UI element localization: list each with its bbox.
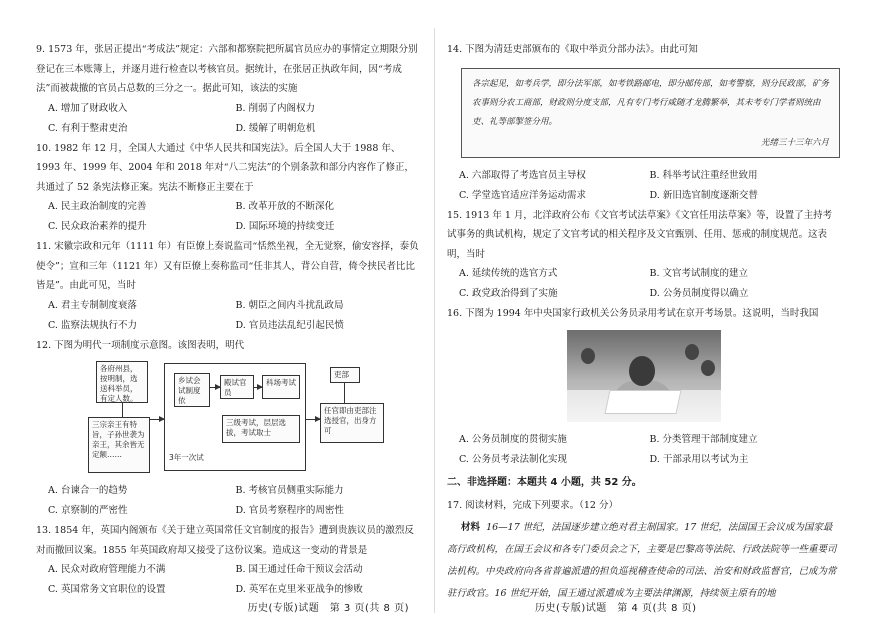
diagram-box-provincial-exam: 乡试会试制度依 <box>174 373 210 407</box>
diagram-box-appointment: 任官即由吏部注选授官，出身方可 <box>320 403 384 443</box>
option-a[interactable]: A. 增加了财政收入 <box>48 102 128 114</box>
question-13-stem: 13. 1854 年，英国内阁颁布《关于建立英国常任文官制度的报告》遭到贵族议员的激烈反对而撤回议案。1855 年英国政府却又接受了这份议案。造成这一变动的背景是 <box>36 525 414 556</box>
question-10-options <box>36 197 423 237</box>
photo-figure <box>701 360 715 376</box>
option-a[interactable]: A. 君主专制制度衰落 <box>48 299 137 311</box>
question-9 <box>36 40 423 139</box>
question-12 <box>36 336 423 522</box>
option-c[interactable]: C. 学堂选官适应洋务运动需求 <box>459 189 586 201</box>
page-footer-left: 历史(专版)试题 第 3 页(共 8 页) <box>247 603 409 614</box>
notice-date: 光绪三十三年六月 <box>760 137 829 148</box>
diagram-connector <box>344 383 345 403</box>
question-17-material <box>447 517 840 605</box>
question-15-stem: 15. 1913 年 1 月，北洋政府公布《文官考试法草案》《文官任用法草案》等，设置了主持考试事务的典试机构，规定了文官考试的相关程序及文官甄别、任用、惩戒的制度规范。这表明，当时 <box>447 209 833 260</box>
option-d[interactable]: D. 缓解了明朝危机 <box>235 122 316 134</box>
question-17 <box>447 496 840 606</box>
diagram-arrow <box>306 419 320 420</box>
question-14 <box>447 40 840 206</box>
option-d[interactable]: D. 公务员制度得以确立 <box>649 288 749 299</box>
option-b[interactable]: B. 考核官员侧重实际能力 <box>235 485 344 496</box>
option-b[interactable]: B. 科举考试注重经世致用 <box>649 169 758 181</box>
exam-scene-photo <box>567 330 721 422</box>
option-d[interactable]: D. 官员考察程序的周密性 <box>235 505 344 516</box>
option-b[interactable]: B. 国王通过任命干预议会活动 <box>235 564 363 575</box>
diagram-box-imperial-clan: 三宗亲王有特旨，子孙世袭为亲王，其余皆无定额…… <box>88 417 150 473</box>
option-d[interactable]: D. 新旧选官制度逐渐交替 <box>649 189 758 201</box>
diagram-box-three-levels: 三级考试，层层选拔，考试取士 <box>222 415 300 443</box>
question-11-stem: 11. 宋徽宗政和元年（1111 年）有臣僚上奏说监司“恬然坐视，全无觉察，偷安容择，泰负使令”；宣和三年（1121 年）又有臣僚上奏称监司“任非其人，背公自营，倚令挟民者比比皆是”。由此可见，当时 <box>36 241 419 291</box>
option-a[interactable]: A. 六部取得了考选官员主导权 <box>459 169 586 181</box>
notice-text: 各宗起见，如考兵学，即分法军部，如考铁路邮电，即分邮传部，如考警察，则分民政部，矿务农事则分农工商部，财政则分度支部，凡有专门考行咸随才龙腾繁举，其未考专门学者则统由吏、礼等部掣签分用。 <box>472 78 830 127</box>
question-10 <box>36 139 423 238</box>
question-14-options <box>447 166 840 206</box>
page-footer-right: 历史(专版)试题 第 4 页(共 8 页) <box>535 603 697 614</box>
option-c[interactable]: C. 民众政治素养的提升 <box>48 221 147 232</box>
option-b[interactable]: B. 削弱了内阁权力 <box>235 102 316 114</box>
option-d[interactable]: D. 英军在克里米亚战争的惨败 <box>235 584 363 595</box>
option-c[interactable]: C. 政党政治得到了实施 <box>459 288 558 299</box>
diagram-box-palace-exam: 殿试官员 <box>220 375 254 399</box>
question-15 <box>447 206 840 305</box>
diagram-box-prefecture-quota: 各府州县，按明制，选送科举员，有定人数。 <box>96 361 148 403</box>
option-d[interactable]: D. 国际环境的持续变迁 <box>235 221 335 232</box>
option-c[interactable]: C. 有利于整肃吏治 <box>48 122 128 134</box>
option-c[interactable]: C. 英国常务文官职位的设置 <box>48 584 166 595</box>
photo-exam-paper <box>604 390 681 414</box>
exam-page-right <box>435 0 870 630</box>
option-d[interactable]: D. 官员违法乱纪引起民愤 <box>235 319 344 331</box>
question-16-options <box>447 430 840 470</box>
option-c[interactable]: C. 京察制的严密性 <box>48 505 128 516</box>
option-a[interactable]: A. 台谏合一的趋势 <box>48 485 128 496</box>
option-b[interactable]: B. 朝臣之间内斗扰乱政局 <box>235 299 344 311</box>
option-d[interactable]: D. 干部录用以考试为主 <box>649 453 749 465</box>
question-11-options <box>36 296 423 336</box>
diagram-box-ministry: 吏部 <box>330 367 360 383</box>
photo-figure <box>685 344 699 360</box>
material-label: 材料 <box>461 522 481 533</box>
question-13-options <box>36 560 423 600</box>
diagram-note-triennial: 3年一次试 <box>169 453 204 462</box>
diagram-connector <box>122 403 123 417</box>
question-17-stem: 17. 阅读材料，完成下列要求。（12 分） <box>447 499 618 511</box>
option-a[interactable]: A. 公务员制度的贯彻实施 <box>459 433 567 445</box>
photo-figure <box>629 356 655 386</box>
option-c[interactable]: C. 公务员考录法制化实现 <box>459 453 567 465</box>
diagram-arrow <box>150 419 164 420</box>
question-13 <box>36 521 423 600</box>
question-10-stem: 10. 1982 年 12 月，全国人大通过《中华人民共和国宪法》。后全国人大于 1988 年、1993 年、1999 年、2004 年和 2018 年对“八二宪法”的个别条款和部分内容作了修正，共通过了 52 条宪法修正案。宪法不断修正主要在于 <box>36 142 415 193</box>
material-text: 16—17 世纪，法国逐步建立绝对君主制国家。17 世纪，法国国王会议成为国家最高行政机构，在国王会议和各专门委员会之下，主要是巴黎高等法院、行政法院等一些重要司法机构。中央政府向各省普遍派遣的担负巡视稽查使命的司法、治安和财政监督官，已成为常驻行政官。16 世纪开始，国王通过派遣成为主要法律渊源，持续领主原有的地 <box>447 522 837 599</box>
question-16 <box>447 304 840 470</box>
diagram-arrow <box>254 387 262 388</box>
section-heading-non-choice: 二、非选择题：本题共 4 小题，共 52 分。 <box>447 476 642 488</box>
option-b[interactable]: B. 分类管理干部制度建立 <box>649 433 758 445</box>
option-c[interactable]: C. 监察法规执行不力 <box>48 319 137 331</box>
ming-system-diagram <box>86 359 386 477</box>
question-9-stem: 9. 1573 年，张居正提出“考成法”规定：六部和都察院把所属官员应办的事情定立期限分别登记在三本账簿上，并逐月进行检查以考核官员。据统计，在张居正执政年间，因“考成法”而被裁撤的官员占总数的三分之一。据此可知，该法的实施 <box>36 44 418 94</box>
question-16-stem: 16. 下图为 1994 年中央国家行政机关公务员录用考试在京开考场景。这说明，当时我国 <box>447 308 819 319</box>
option-a[interactable]: A. 民众对政府管理能力不满 <box>48 564 166 575</box>
question-12-options <box>36 481 423 521</box>
photo-figure <box>581 348 595 364</box>
question-15-options <box>447 264 840 304</box>
question-11 <box>36 237 423 336</box>
question-9-options <box>36 99 423 139</box>
diagram-box-exam-hall: 科场考试 <box>262 375 300 399</box>
question-12-stem: 12. 下图为明代一项制度示意图。该图表明，明代 <box>36 339 245 351</box>
question-14-stem: 14. 下图为清廷吏部颁布的《取中举贡分部办法》。由此可知 <box>447 44 698 55</box>
option-b[interactable]: B. 改革开放的不断深化 <box>235 201 335 212</box>
option-a[interactable]: A. 延续传统的选官方式 <box>459 268 558 279</box>
option-a[interactable]: A. 民主政治制度的完善 <box>48 201 147 212</box>
diagram-arrow <box>210 387 220 388</box>
qing-regulation-notice <box>461 68 840 158</box>
option-b[interactable]: B. 文官考试制度的建立 <box>649 268 749 279</box>
